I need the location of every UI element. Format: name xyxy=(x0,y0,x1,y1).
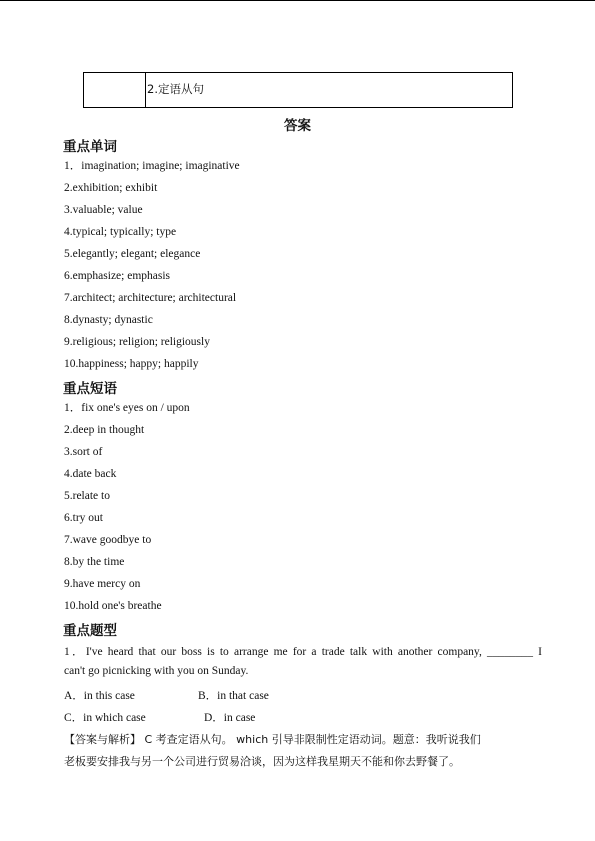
table-cell-text: 2.定语从句 xyxy=(147,82,204,96)
list-item: 2.exhibition; exhibit xyxy=(64,182,158,194)
outline-table xyxy=(83,72,513,108)
list-item: 8.by the time xyxy=(64,556,125,568)
list-item: 10.hold one's breathe xyxy=(64,600,162,612)
phrases-list xyxy=(64,397,190,617)
words-list xyxy=(64,155,240,375)
option-c: C．in which case xyxy=(64,712,146,724)
question-1-line-1: 1．I've heard that our boss is to arrange me for a trade talk with another company, ________ I xyxy=(64,646,542,658)
list-item: 3.valuable; value xyxy=(64,204,143,216)
option-b: B．in that case xyxy=(198,690,269,702)
question-1-line-2: can't go picnicking with you on Sunday. xyxy=(64,665,249,677)
option-d: D．in case xyxy=(204,712,256,724)
answer-title: 答案 xyxy=(284,118,311,134)
phrases-heading: 重点短语 xyxy=(63,381,117,397)
words-heading: 重点单词 xyxy=(63,139,117,155)
list-item: 5.relate to xyxy=(64,490,110,502)
list-item: 2.deep in thought xyxy=(64,424,145,436)
table-column-divider xyxy=(145,73,146,107)
list-item: 10.happiness; happy; happily xyxy=(64,358,199,370)
list-item: 9.have mercy on xyxy=(64,578,141,590)
list-item: 1．fix one's eyes on / upon xyxy=(64,402,190,414)
questions-heading: 重点题型 xyxy=(63,623,117,639)
list-item: 4.typical; typically; type xyxy=(64,226,177,238)
list-item: 3.sort of xyxy=(64,446,103,458)
page-top-border xyxy=(0,0,595,1)
list-item: 7.architect; architecture; architectural xyxy=(64,292,237,304)
list-item: 8.dynasty; dynastic xyxy=(64,314,153,326)
explanation-line-1: 【答案与解析】 C 考查定语从句。 which 引导非限制性定语动词。题意：我听说我们 xyxy=(64,733,481,746)
list-item: 9.religious; religion; religiously xyxy=(64,336,210,348)
option-a: A．in this case xyxy=(64,690,135,702)
list-item: 6.emphasize; emphasis xyxy=(64,270,171,282)
explanation-line-2: 老板要安排我与另一个公司进行贸易洽谈，因为这样我星期天不能和你去野餐了。 xyxy=(64,755,460,768)
list-item: 7.wave goodbye to xyxy=(64,534,152,546)
list-item: 6.try out xyxy=(64,512,103,524)
list-item: 5.elegantly; elegant; elegance xyxy=(64,248,201,260)
list-item: 4.date back xyxy=(64,468,117,480)
list-item: 1．imagination; imagine; imaginative xyxy=(64,160,240,172)
